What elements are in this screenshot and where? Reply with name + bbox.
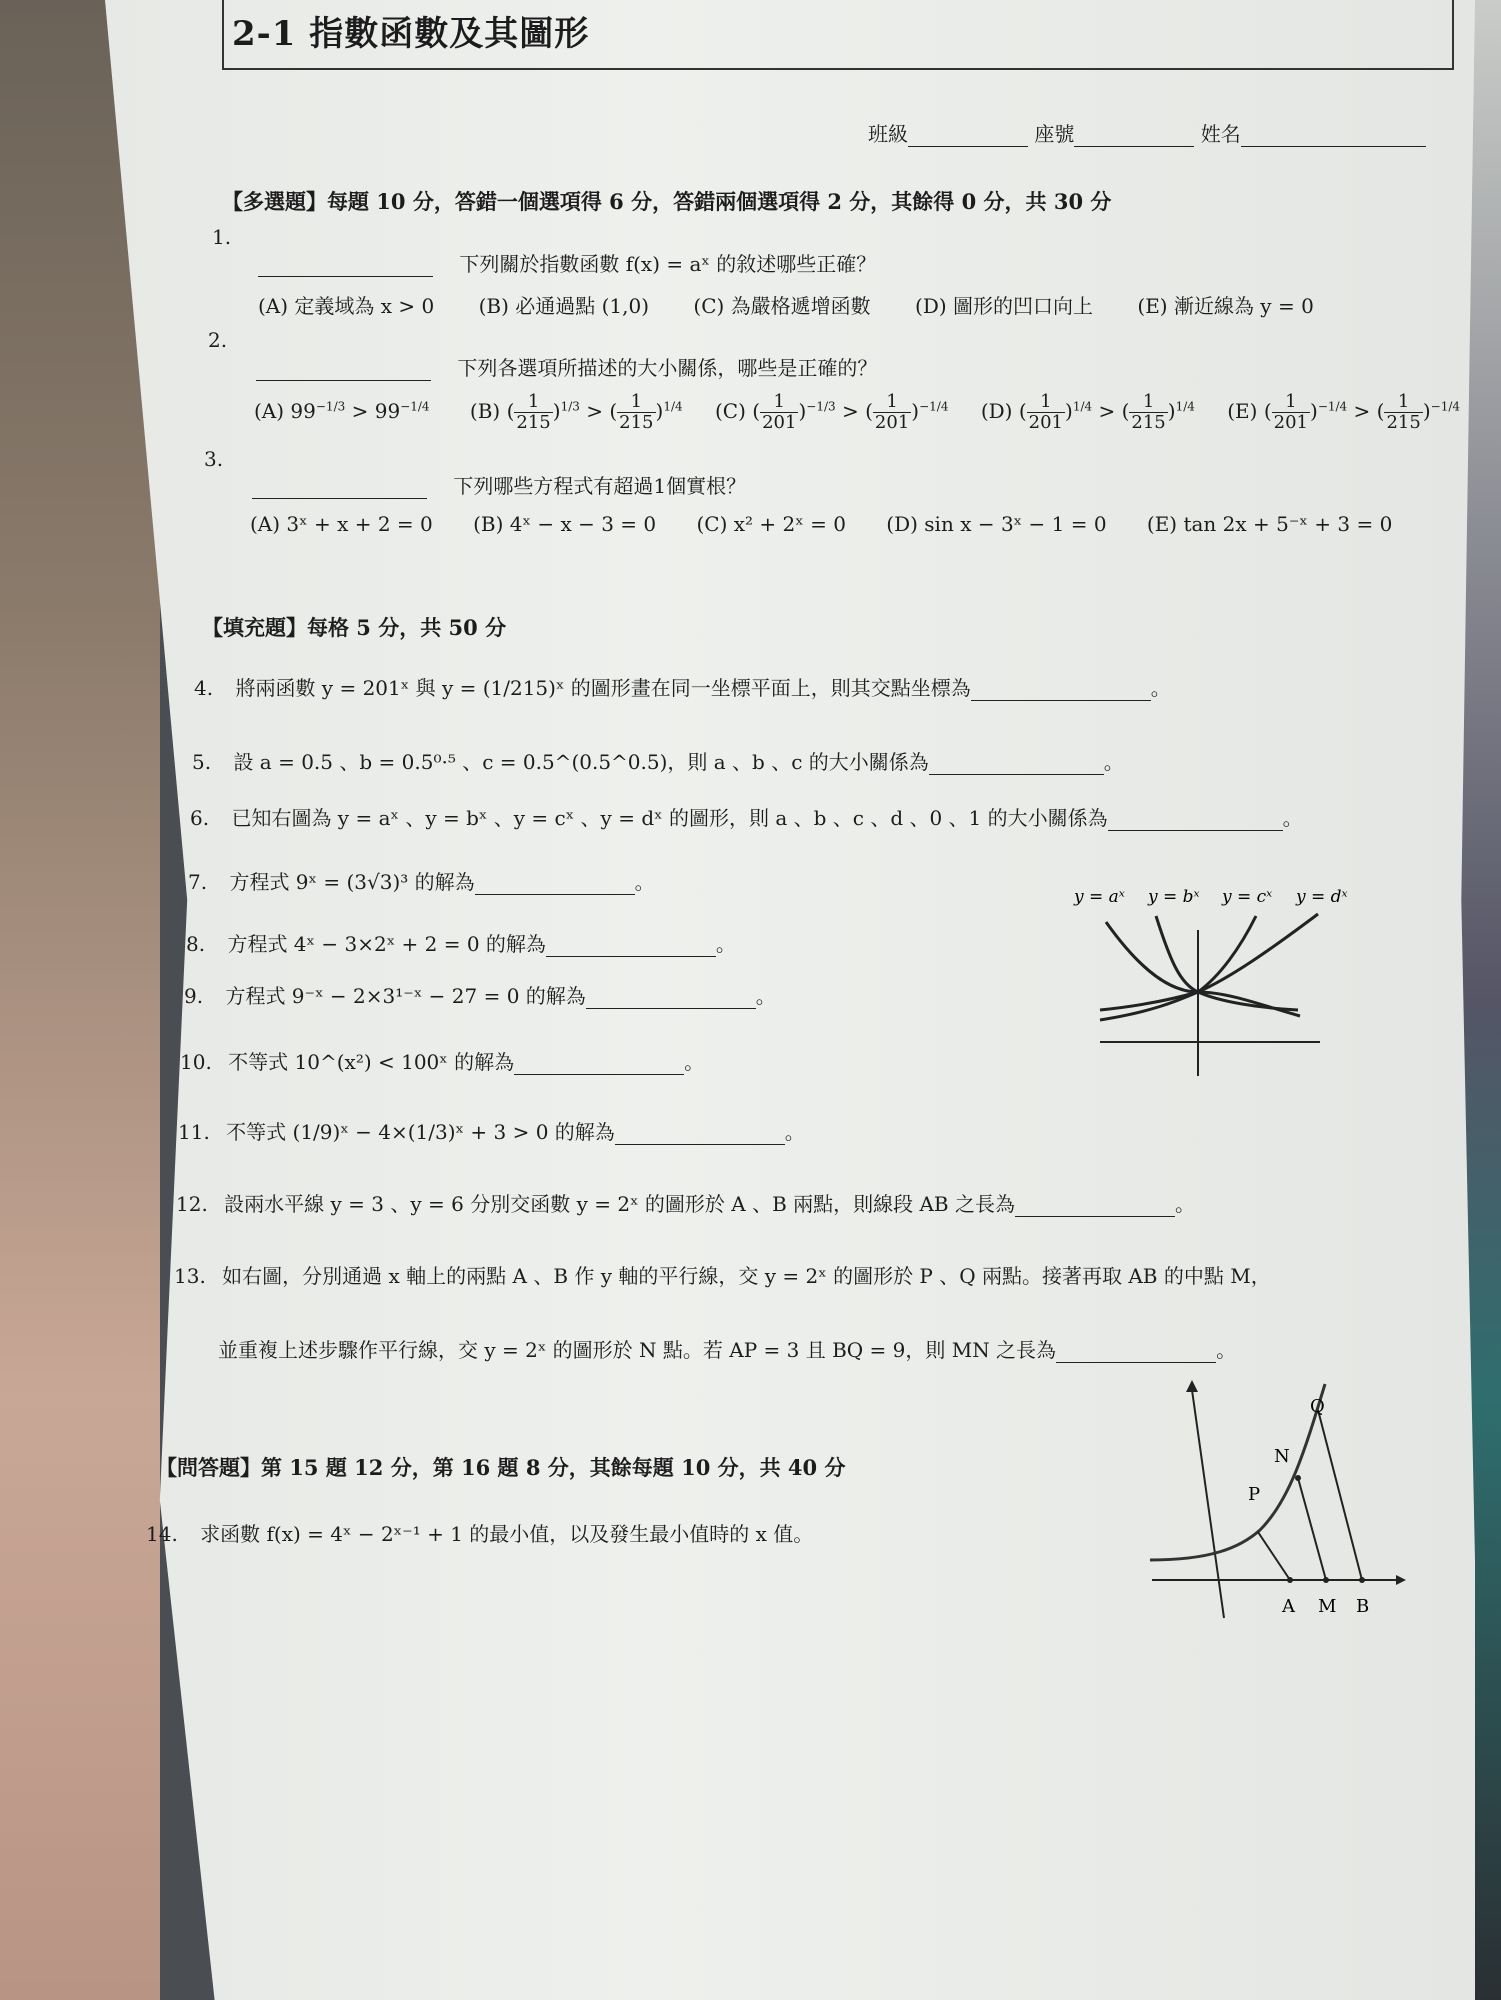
q2-d-label: (D) (980, 398, 1013, 423)
q2-c-label: (C) (715, 398, 746, 423)
q7-period: 。 (634, 870, 655, 894)
frac-den: 201 (874, 411, 910, 433)
class-label: 班級 (868, 122, 908, 146)
label-y-b-x: y = bˣ (1148, 887, 1200, 907)
frac-den: 215 (1131, 411, 1166, 433)
q2-row (256, 352, 877, 381)
q3-options (250, 512, 1392, 536)
q4-text: 將兩函數 y = 201ˣ 與 y = (1/215)ˣ 的圖形畫在同一坐標平面上，則其交點坐標為 (235, 676, 971, 700)
q13-line2 (218, 1334, 1236, 1363)
label-M: M (1318, 1596, 1337, 1617)
q3-option-d: (D) sin x − 3ˣ − 1 = 0 (886, 512, 1107, 536)
seat-blank[interactable] (1074, 146, 1194, 147)
q1-number: 1. (212, 225, 232, 249)
class-blank[interactable] (908, 146, 1028, 147)
q11-period: 。 (784, 1120, 805, 1144)
q9 (184, 980, 776, 1009)
q10-answer-blank[interactable] (514, 1074, 684, 1075)
q10-period: 。 (684, 1050, 705, 1074)
q14 (146, 1518, 813, 1547)
q13-text-line1: 如右圖，分別通過 x 軸上的兩點 A 、B 作 y 軸的平行線，交 y = 2ˣ 的圖形於 P 、Q 兩點。接著再取 AB 的中點 M， (222, 1264, 1271, 1288)
q6-period: 。 (1282, 806, 1303, 830)
q8-answer-blank[interactable] (546, 956, 716, 957)
q3-answer-blank[interactable] (252, 478, 427, 499)
q2-option-c: (C) ( $\frac{1}{201}$ )$^{-1/3}$ > ( $\frac{1}{201}$ )$^{-1/4}$ (715, 391, 949, 433)
q4-period: 。 (1150, 676, 1171, 700)
point-B (1359, 1577, 1365, 1583)
q2-a-label: (A) (254, 398, 285, 423)
q2-b-label: (B) (469, 398, 501, 423)
q10-number: 10. (180, 1050, 212, 1074)
segment-AP (1258, 1532, 1290, 1580)
q11-answer-blank[interactable] (615, 1144, 785, 1145)
q6-text: 已知右圖為 y = aˣ 、y = bˣ 、y = cˣ 、y = dˣ 的圖形，則 a 、b 、c 、d 、0 、1 的大小關係為 (231, 806, 1108, 830)
q6 (190, 802, 1303, 831)
q2-option-e: (E) ( $\frac{1}{201}$ )$^{-1/4}$ > ( $\frac{1}{215}$ )$^{-1/4}$ (1227, 391, 1461, 433)
q3-row (252, 470, 746, 499)
q9-answer-blank[interactable] (586, 1008, 756, 1009)
label-A: A (1282, 1596, 1295, 1617)
q1-option-b: (B) 必通過點 (1,0) (478, 294, 650, 318)
q10-text: 不等式 10^(x²) < 100ˣ 的解為 (228, 1050, 515, 1074)
q5-answer-blank[interactable] (929, 774, 1104, 775)
q1-row (258, 248, 876, 277)
frac-num: 1 (760, 392, 798, 413)
section-fill-in: 【填充題】每格 5 分，共 50 分 (202, 615, 507, 640)
q6-number: 6. (190, 806, 210, 830)
curve-d (1100, 916, 1256, 1020)
q12-text: 設兩水平線 y = 3 、y = 6 分別交函數 y = 2ˣ 的圖形於 A 、B 兩點，則線段 AB 之長為 (224, 1192, 1015, 1216)
x-axis-arrow-icon (1396, 1575, 1406, 1585)
frac-num: 1 (1272, 392, 1310, 413)
q13-answer-blank[interactable] (1056, 1362, 1216, 1363)
q9-period: 。 (755, 984, 776, 1008)
student-info (868, 118, 1426, 147)
frac-den: 201 (1028, 411, 1063, 433)
name-blank[interactable] (1241, 146, 1426, 147)
q1-option-c: (C) 為嚴格遞增函數 (693, 294, 871, 318)
q14-number: 14. (146, 1522, 178, 1546)
q11-number: 11. (178, 1120, 210, 1144)
label-y-a-x: y = aˣ (1074, 887, 1125, 907)
q12-period: 。 (1175, 1192, 1195, 1216)
frac-num: 1 (1384, 392, 1422, 413)
q6-answer-blank[interactable] (1108, 830, 1283, 831)
q8-period: 。 (715, 932, 736, 956)
q7-text: 方程式 9ˣ = (3√3)³ 的解為 (229, 870, 475, 894)
frac-den: 215 (516, 411, 551, 433)
q12-number: 12. (176, 1192, 208, 1216)
q12-answer-blank[interactable] (1015, 1216, 1175, 1217)
q11-text: 不等式 (1/9)ˣ − 4×(1/3)ˣ + 3 > 0 的解為 (226, 1120, 615, 1144)
q2-answer-blank[interactable] (256, 360, 431, 381)
frac-den: 201 (1273, 411, 1308, 433)
q1-option-a: (A) 定義域為 x > 0 (258, 294, 435, 318)
q2-text: 下列各選項所描述的大小關係，哪些是正確的？ (457, 356, 878, 380)
seat-label: 座號 (1034, 122, 1075, 146)
y-axis (1192, 1390, 1224, 1618)
frac-num: 1 (617, 392, 655, 413)
label-B: B (1356, 1596, 1370, 1617)
q8-number: 8. (186, 932, 206, 956)
q4 (194, 672, 1171, 701)
q8-text: 方程式 4ˣ − 3×2ˣ + 2 = 0 的解為 (227, 932, 546, 956)
q8 (186, 928, 736, 957)
q10 (180, 1046, 704, 1075)
segment-MN (1298, 1478, 1326, 1580)
q3-option-c: (C) x² + 2ˣ = 0 (696, 512, 846, 536)
q12 (176, 1188, 1195, 1217)
q2-options (254, 392, 1460, 433)
frac-den: 215 (619, 411, 654, 433)
frac-den: 215 (1386, 411, 1421, 433)
q11 (178, 1116, 805, 1145)
segment-BQ (1318, 1410, 1362, 1580)
q7-number: 7. (188, 870, 208, 894)
q1-option-e: (E) 漸近線為 y = 0 (1137, 294, 1314, 318)
q2-option-d: (D) ( $\frac{1}{201}$ )$^{1/4}$ > ( $\frac{1}{215}$ )$^{1/4}$ (980, 391, 1195, 433)
q4-number: 4. (194, 676, 214, 700)
figure-exponential-curves (1060, 880, 1360, 1080)
q7-answer-blank[interactable] (475, 894, 635, 895)
point-A (1287, 1577, 1293, 1583)
q9-text: 方程式 9⁻ˣ − 2×3¹⁻ˣ − 27 = 0 的解為 (225, 984, 586, 1008)
q1-option-d: (D) 圖形的凹口向上 (915, 294, 1094, 318)
label-P: P (1248, 1484, 1261, 1505)
q13-period: 。 (1216, 1338, 1237, 1362)
q1-text: 下列關於指數函數 f(x) = aˣ 的敘述哪些正確？ (459, 252, 877, 276)
q3-text: 下列哪些方程式有超過1個實根？ (453, 474, 747, 498)
q1-options (258, 290, 1314, 319)
curve-a (1106, 922, 1300, 1016)
frac-num: 1 (1027, 392, 1065, 413)
q2-number: 2. (208, 328, 228, 352)
q3-option-a: (A) 3ˣ + x + 2 = 0 (250, 512, 433, 536)
q9-number: 9. (184, 984, 204, 1008)
q4-answer-blank[interactable] (971, 700, 1151, 701)
q2-option-b: (B) ( $\frac{1}{215}$ )$^{1/3}$ > ( $\frac{1}{215}$ )$^{1/4}$ (469, 391, 683, 433)
frac-num: 1 (873, 392, 911, 413)
point-N (1295, 1475, 1301, 1481)
label-Q: Q (1310, 1396, 1325, 1417)
q2-e-label: (E) (1227, 398, 1258, 423)
page-title: 2-1 指數函數及其圖形 (232, 14, 590, 54)
q14-text: 求函數 f(x) = 4ˣ − 2ˣ⁻¹ + 1 的最小值，以及發生最小值時的 x 值。 (200, 1522, 814, 1546)
curve-2-power-x (1150, 1384, 1325, 1560)
section-multi-choice: 【多選題】每題 10 分，答錯一個選項得 6 分，答錯兩個選項得 2 分，其餘得 0 分，共 30 分 (222, 189, 1112, 214)
label-y-c-x: y = cˣ (1222, 887, 1273, 907)
figure-2-power-x (1140, 1370, 1410, 1630)
q3-option-e: (E) tan 2x + 5⁻ˣ + 3 = 0 (1146, 512, 1393, 536)
q3-number: 3. (204, 447, 224, 471)
frac-num: 1 (514, 392, 552, 413)
q1-answer-blank[interactable] (258, 256, 433, 277)
point-M (1323, 1577, 1329, 1583)
frac-num: 1 (1129, 392, 1167, 413)
q5-number: 5. (192, 750, 212, 774)
frac-den: 201 (762, 411, 797, 433)
q13-number: 13. (174, 1264, 206, 1288)
q5-text: 設 a = 0.5 、b = 0.5⁰·⁵ 、c = 0.5^(0.5^0.5)，則 a 、b 、c 的大小關係為 (233, 750, 929, 774)
y-axis-arrow-icon (1186, 1380, 1198, 1392)
q13 (174, 1260, 1271, 1289)
q2-option-a: (A) $99^{-1/3} > 99^{-1/4}$ (254, 398, 430, 423)
q7 (188, 866, 655, 895)
q5 (192, 746, 1124, 775)
q3-option-b: (B) 4ˣ − x − 3 = 0 (473, 512, 657, 536)
label-y-d-x: y = dˣ (1296, 887, 1348, 907)
label-N: N (1274, 1446, 1290, 1467)
q5-period: 。 (1103, 750, 1124, 774)
name-label: 姓名 (1200, 122, 1241, 146)
q13-text-line2: 並重複上述步驟作平行線，交 y = 2ˣ 的圖形於 N 點。若 AP = 3 且 BQ = 9，則 MN 之長為 (218, 1338, 1057, 1362)
section-essay: 【問答題】第 15 題 12 分，第 16 題 8 分，其餘每題 10 分，共 40 分 (156, 1455, 846, 1480)
